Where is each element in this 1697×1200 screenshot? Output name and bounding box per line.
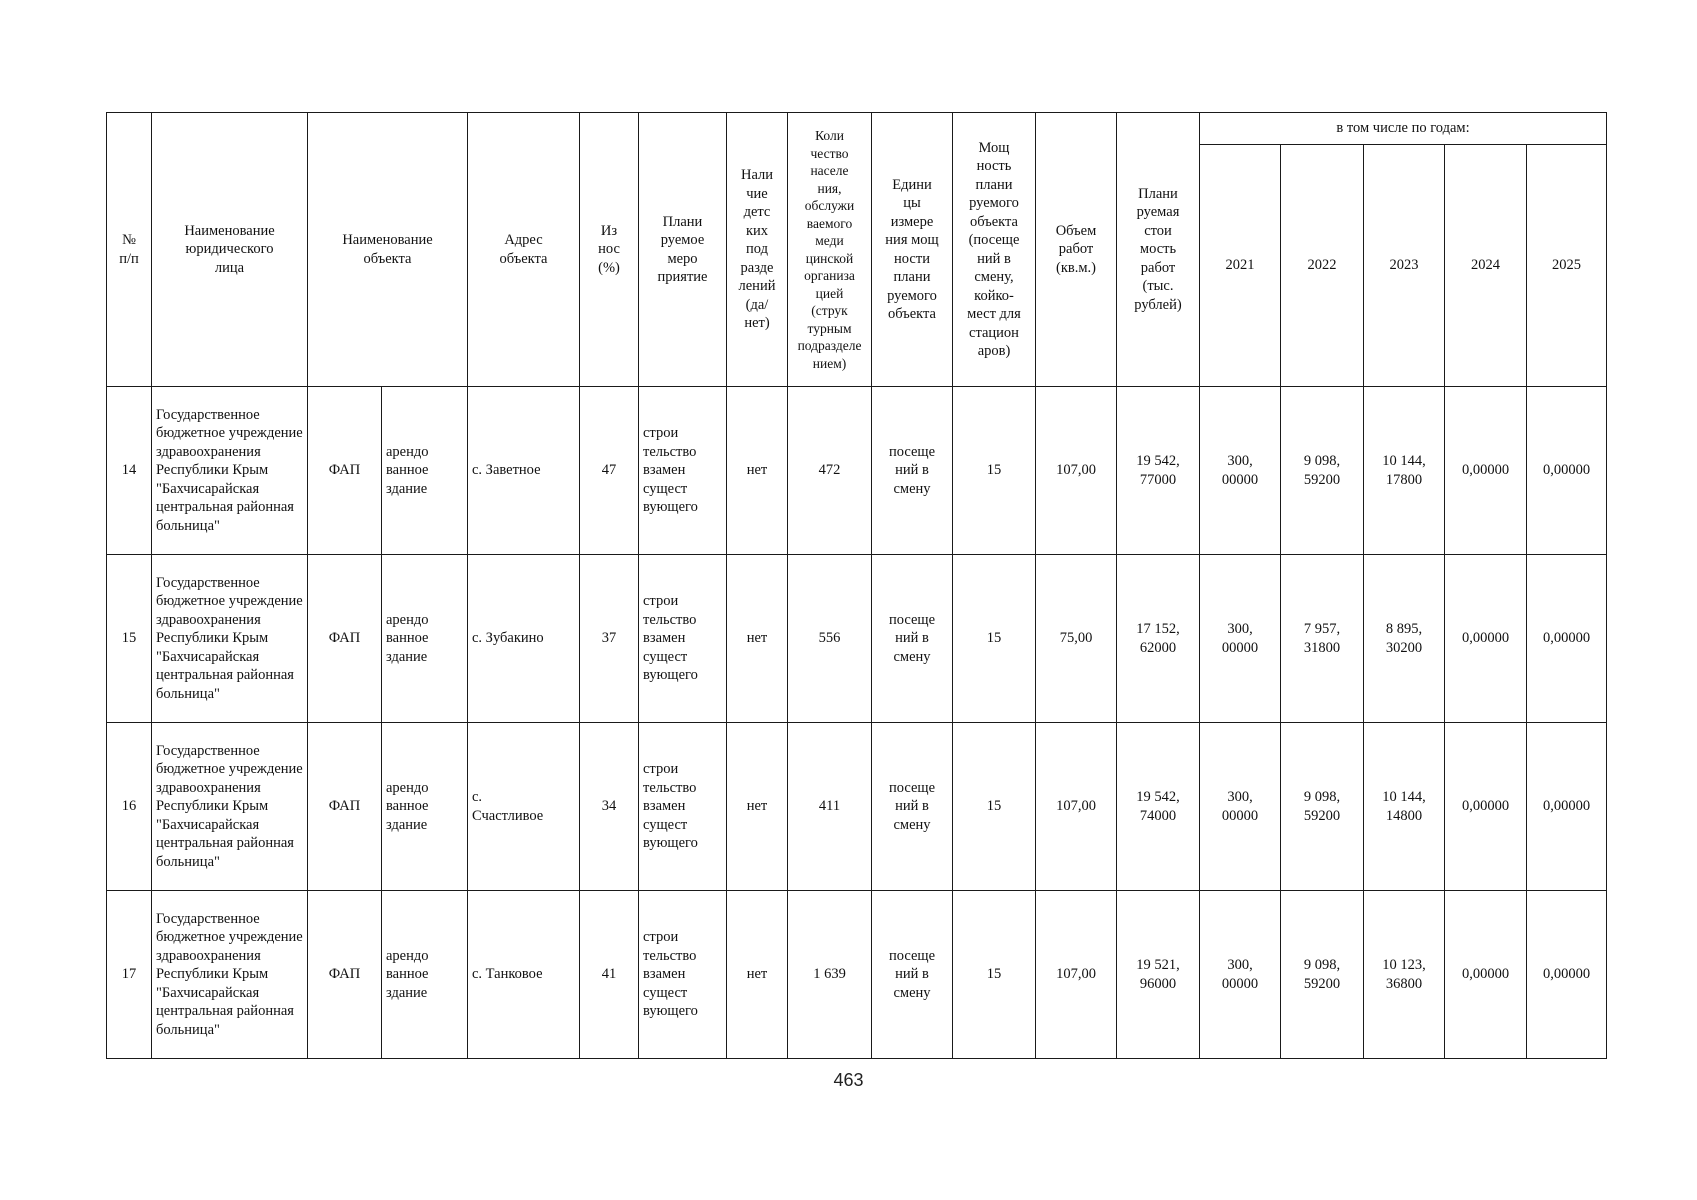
col-header-children-units: Нали чие детс ких под разде лений (да/ нет) (727, 113, 788, 387)
cell-units: посеще ний в смену (872, 555, 953, 723)
col-header-number: № п/п (107, 113, 152, 387)
cell-volume: 75,00 (1036, 555, 1117, 723)
cell-population: 411 (788, 723, 872, 891)
cell-object-type: ФАП (308, 387, 382, 555)
col-header-planned-event: Плани руемое меро приятие (639, 113, 727, 387)
cell-event: строи тельство взамен сущест вующего (639, 387, 727, 555)
cell-population: 556 (788, 555, 872, 723)
cell-number: 17 (107, 891, 152, 1059)
cell-volume: 107,00 (1036, 723, 1117, 891)
cell-year-2023: 10 144, 14800 (1364, 723, 1445, 891)
col-header-capacity: Мощ ность плани руемого объекта (посеще ний в смену, койко- мест для стацион аров) (953, 113, 1036, 387)
col-header-address: Адрес объекта (468, 113, 580, 387)
cell-volume: 107,00 (1036, 387, 1117, 555)
cell-number: 15 (107, 555, 152, 723)
cell-year-2024: 0,00000 (1445, 891, 1527, 1059)
cell-address: с. Танковое (468, 891, 580, 1059)
cell-capacity: 15 (953, 723, 1036, 891)
cell-year-2022: 9 098, 59200 (1281, 891, 1364, 1059)
cell-event: строи тельство взамен сущест вующего (639, 723, 727, 891)
facilities-table (106, 112, 1607, 1059)
cell-object-desc: арендо ванное здание (382, 723, 468, 891)
cell-object-type: ФАП (308, 891, 382, 1059)
cell-year-2024: 0,00000 (1445, 555, 1527, 723)
cell-wear: 47 (580, 387, 639, 555)
cell-object-desc: арендо ванное здание (382, 555, 468, 723)
cell-object-desc: арендо ванное здание (382, 891, 468, 1059)
cell-children: нет (727, 555, 788, 723)
cell-object-type: ФАП (308, 723, 382, 891)
col-header-year: 2023 (1364, 145, 1445, 387)
cell-children: нет (727, 891, 788, 1059)
cell-event: строи тельство взамен сущест вующего (639, 555, 727, 723)
cell-units: посеще ний в смену (872, 723, 953, 891)
cell-volume: 107,00 (1036, 891, 1117, 1059)
cell-year-2025: 0,00000 (1527, 555, 1607, 723)
cell-object-type: ФАП (308, 555, 382, 723)
document-sheet (106, 112, 1606, 1059)
cell-legal-name: Государственное бюджетное учреждение здравоохранения Республики Крым "Бахчисарайская центральная районная больница" (152, 723, 308, 891)
cell-capacity: 15 (953, 891, 1036, 1059)
cell-legal-name: Государственное бюджетное учреждение здравоохранения Республики Крым "Бахчисарайская центральная районная больница" (152, 387, 308, 555)
cell-wear: 34 (580, 723, 639, 891)
cell-year-2025: 0,00000 (1527, 723, 1607, 891)
cell-cost: 19 542, 77000 (1117, 387, 1200, 555)
cell-year-2024: 0,00000 (1445, 723, 1527, 891)
cell-year-2021: 300, 00000 (1200, 891, 1281, 1059)
cell-year-2022: 7 957, 31800 (1281, 555, 1364, 723)
col-header-wear: Из нос (%) (580, 113, 639, 387)
col-header-by-years: в том числе по годам: (1200, 113, 1607, 145)
cell-legal-name: Государственное бюджетное учреждение здравоохранения Республики Крым "Бахчисарайская центральная районная больница" (152, 891, 308, 1059)
cell-year-2024: 0,00000 (1445, 387, 1527, 555)
col-header-year: 2025 (1527, 145, 1607, 387)
cell-units: посеще ний в смену (872, 387, 953, 555)
col-header-volume: Объем работ (кв.м.) (1036, 113, 1117, 387)
cell-cost: 19 542, 74000 (1117, 723, 1200, 891)
page-number: 463 (833, 1070, 864, 1090)
cell-object-desc: арендо ванное здание (382, 387, 468, 555)
cell-wear: 37 (580, 555, 639, 723)
cell-population: 1 639 (788, 891, 872, 1059)
cell-children: нет (727, 723, 788, 891)
cell-address: с. Счастливое (468, 723, 580, 891)
cell-capacity: 15 (953, 387, 1036, 555)
table-row (107, 387, 1607, 555)
cell-year-2023: 10 123, 36800 (1364, 891, 1445, 1059)
cell-year-2025: 0,00000 (1527, 387, 1607, 555)
table-row (107, 723, 1607, 891)
cell-year-2023: 8 895, 30200 (1364, 555, 1445, 723)
cell-cost: 17 152, 62000 (1117, 555, 1200, 723)
cell-year-2022: 9 098, 59200 (1281, 723, 1364, 891)
cell-children: нет (727, 387, 788, 555)
cell-address: с. Зубакино (468, 555, 580, 723)
col-header-legal-name: Наименование юридического лица (152, 113, 308, 387)
col-header-cost: Плани руемая стои мость работ (тыс. рублей) (1117, 113, 1200, 387)
cell-year-2021: 300, 00000 (1200, 387, 1281, 555)
cell-number: 16 (107, 723, 152, 891)
cell-year-2023: 10 144, 17800 (1364, 387, 1445, 555)
cell-year-2025: 0,00000 (1527, 891, 1607, 1059)
cell-event: строи тельство взамен сущест вующего (639, 891, 727, 1059)
cell-year-2022: 9 098, 59200 (1281, 387, 1364, 555)
cell-address: с. Заветное (468, 387, 580, 555)
table-row (107, 555, 1607, 723)
cell-year-2021: 300, 00000 (1200, 555, 1281, 723)
col-header-object-name: Наименование объекта (308, 113, 468, 387)
cell-cost: 19 521, 96000 (1117, 891, 1200, 1059)
cell-capacity: 15 (953, 555, 1036, 723)
col-header-year: 2021 (1200, 145, 1281, 387)
cell-legal-name: Государственное бюджетное учреждение здравоохранения Республики Крым "Бахчисарайская центральная районная больница" (152, 555, 308, 723)
cell-year-2021: 300, 00000 (1200, 723, 1281, 891)
col-header-population: Коли чество населе ния, обслужи ваемого меди цинской организа цией (струк турным подразделе нием) (788, 113, 872, 387)
col-header-year: 2022 (1281, 145, 1364, 387)
cell-population: 472 (788, 387, 872, 555)
cell-wear: 41 (580, 891, 639, 1059)
cell-number: 14 (107, 387, 152, 555)
table-row (107, 891, 1607, 1059)
col-header-units: Едини цы измере ния мощ ности плани руемого объекта (872, 113, 953, 387)
cell-units: посеще ний в смену (872, 891, 953, 1059)
col-header-year: 2024 (1445, 145, 1527, 387)
